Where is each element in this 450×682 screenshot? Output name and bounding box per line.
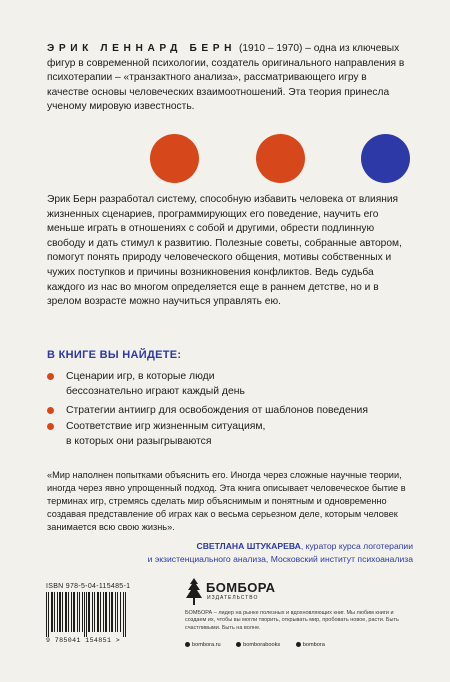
section-heading: В КНИГЕ ВЫ НАЙДЕТЕ: <box>47 349 182 361</box>
list-item <box>47 419 417 449</box>
author-bio <box>47 42 410 115</box>
social-link-site <box>185 642 221 648</box>
social-label: bombora.ru <box>192 642 221 648</box>
decorative-dot-3 <box>361 134 410 183</box>
social-link-vk <box>236 642 280 648</box>
social-label: bombora <box>302 642 325 648</box>
instagram-icon <box>296 642 301 647</box>
publisher-tagline: БОМБОРА – лидер на рынке полезных и вдохновляющих книг. Мы любим книги и создаем их, чтобы вы могли творить, открывать мир, пробовать новое, расти. Быть счастливыми. Быть на волне. <box>185 610 399 631</box>
barcode-number: 9 785041 154851 > <box>46 637 121 644</box>
publisher-name: БОМБОРА <box>206 580 276 595</box>
bullet-icon <box>47 407 54 414</box>
publisher-subtitle: ИЗДАТЕЛЬСТВО <box>207 595 259 601</box>
bullet-icon <box>47 373 54 380</box>
bombora-logo-icon <box>185 578 203 606</box>
barcode-icon <box>46 592 126 637</box>
curator-name: СВЕТЛАНА ШТУКАРЕВА <box>196 541 301 551</box>
quote-text: «Мир наполнен попытками объяснить его. Иногда через сложные научные теории, иногда через явно упрощенный подход. Эта книга описывает человеческое бытие в терминах игр, стремясь сделать мир объяснимым и понятным и одновременно создавая представление об играх как о весьма серьезном деле, которым человек занимается всю свою жизнь». <box>47 470 406 532</box>
list-item <box>47 403 417 419</box>
list-item-line: в которых они разыгрываются <box>66 436 212 447</box>
author-name: ЭРИК ЛЕННАРД БЕРН <box>47 43 237 54</box>
list-item-line: Соответствие игр жизненным ситуациям, <box>66 421 266 432</box>
description-paragraph: Эрик Берн разработал систему, способную избавить человека от влияния жизненных сценариев, программирующих его поведение, научить его меньше играть в отношениях с собой и другими, обрести подлинную свободу и дать стимул к развитию. Полезные советы, собранные автором, помогут понять природу человеческого общения, мотивы собственных и чужих поступков и причины возникновения конфликтов. Ведь судьба каждого из нас во многом определяется еще в раннем детстве, но и в зрелом возрасте можно научиться управлять ею. <box>47 194 402 308</box>
social-link-instagram <box>296 642 325 648</box>
list-item-line: Стратегии антиигр для освобождения от шаблонов поведения <box>66 405 368 416</box>
curator-role-2: и экзистенциального анализа, Московский институт психоанализа <box>147 553 413 564</box>
list-item-line: бессознательно играют каждый день <box>66 386 245 397</box>
isbn-text: ISBN 978-5-04-115485-1 <box>46 583 131 590</box>
bullet-icon <box>47 423 54 430</box>
author-years: (1910 – 1970) <box>238 43 303 54</box>
globe-icon <box>185 642 190 647</box>
decorative-dot-2 <box>256 134 305 183</box>
vk-icon <box>236 642 241 647</box>
list-item <box>47 369 417 399</box>
list-item-line: Сценарии игр, в которые люди <box>66 371 215 382</box>
quote-attribution <box>53 540 413 566</box>
curator-role-1: , куратор курса логотерапии <box>300 541 413 551</box>
social-label: bomborabooks <box>243 642 281 648</box>
decorative-dot-1 <box>150 134 199 183</box>
author-bio-text: – одна из ключевых фигур в современной психологии, создатель оригинального направления в психотерапии – «транзактного анализа», рассматривающего игру в качестве основы человеческих взаимоотношений. Эта теория принесла ученому мировую известность. <box>47 43 405 113</box>
publisher-socials <box>185 642 405 648</box>
